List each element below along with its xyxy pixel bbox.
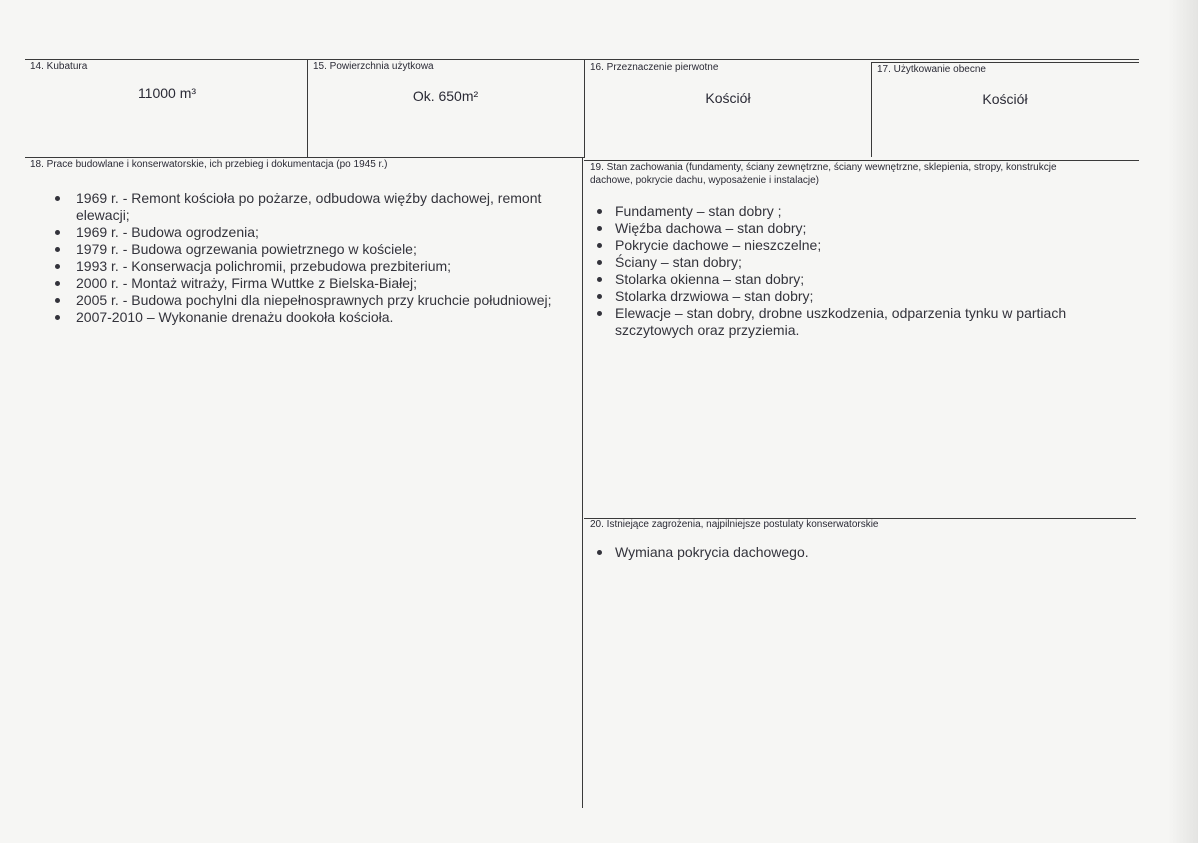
field-15-label: 15. Powierzchnia użytkowa <box>313 61 434 72</box>
section19-list <box>585 203 1130 339</box>
section20-label: 20. Istniejące zagrożenia, najpilniejsze postulaty konserwatorskie <box>590 519 879 530</box>
list-item: Fundamenty – stan dobry ; <box>585 203 1130 220</box>
list-item: Więźba dachowa – stan dobry; <box>585 220 1130 237</box>
list-item: 2007-2010 – Wykonanie drenażu dookoła kościoła. <box>50 309 555 326</box>
divider-14-15 <box>307 59 308 157</box>
field-16-value: Kościół <box>705 90 751 106</box>
row-divider <box>25 157 585 158</box>
list-item: Ściany – stan dobry; <box>585 254 1130 271</box>
section18-list <box>50 190 555 326</box>
list-item: Elewacje – stan dobry, drobne uszkodzenia, odparzenia tynku w partiach szczytowych oraz przyziemia. <box>585 305 1130 339</box>
field-17-value: Kościół <box>982 91 1028 107</box>
divider-16-17 <box>871 62 872 157</box>
list-item: 1969 r. - Remont kościoła po pożarze, odbudowa więźby dachowej, remont elewacji; <box>50 190 555 224</box>
field-14-label: 14. Kubatura <box>30 61 88 72</box>
list-item: Stolarka okienna – stan dobry; <box>585 271 1130 288</box>
list-item: 1993 r. - Konserwacja polichromii, przebudowa prezbiterium; <box>50 258 555 275</box>
list-item: 1969 r. - Budowa ogrodzenia; <box>50 224 555 241</box>
list-item: Stolarka drzwiowa – stan dobry; <box>585 288 1130 305</box>
center-divider <box>582 157 583 808</box>
field-15-value: Ok. 650m² <box>412 88 479 104</box>
list-item: Wymiana pokrycia dachowego. <box>585 544 1130 561</box>
list-item: 2005 r. - Budowa pochylni dla niepełnosprawnych przy kruchcie południowej; <box>50 292 555 309</box>
section19-label: 19. Stan zachowania (fundamenty, ściany zewnętrzne, ściany wewnętrzne, sklepienia, stropy, konstrukcje dachowe, pokrycie dachu, wyposażenie i instalacje) <box>590 162 1057 186</box>
top-rule-right <box>871 62 1139 63</box>
field-14-value: 11000 m³ <box>137 85 197 101</box>
scan-edge <box>1168 0 1198 843</box>
divider-15-16 <box>584 59 585 157</box>
list-item: 1979 r. - Budowa ogrzewania powietrznego w kościele; <box>50 241 555 258</box>
list-item: 2000 r. - Montaż witraży, Firma Wuttke z Bielska-Białej; <box>50 275 555 292</box>
field-16-label: 16. Przeznaczenie pierwotne <box>590 62 719 73</box>
top-rule <box>25 59 1139 60</box>
section20-list <box>585 544 1130 561</box>
section18-label: 18. Prace budowlane i konserwatorskie, ich przebieg i dokumentacja (po 1945 r.) <box>30 159 388 170</box>
list-item: Pokrycie dachowe – nieszczelne; <box>585 237 1130 254</box>
field-17-label: 17. Użytkowanie obecne <box>877 64 986 75</box>
